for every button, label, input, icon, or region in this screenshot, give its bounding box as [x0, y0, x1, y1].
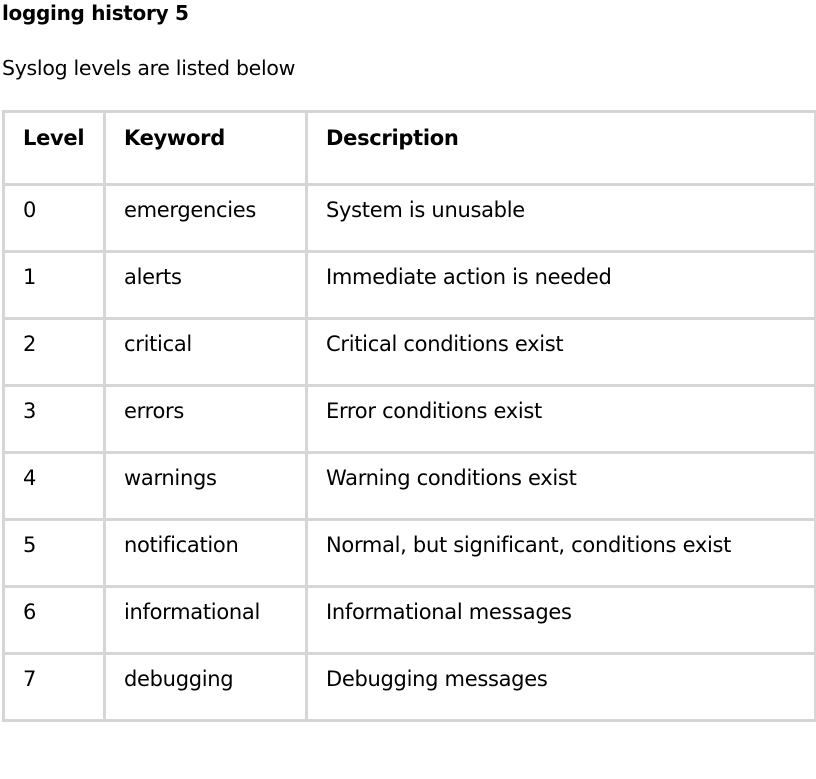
level-cell: 6: [4, 587, 105, 654]
table-row: [4, 252, 816, 319]
keyword-cell: emergencies: [105, 185, 307, 252]
description-cell: Informational messages: [307, 587, 816, 654]
syslog-levels-table: [2, 110, 816, 722]
keyword-cell: notification: [105, 520, 307, 587]
table-row: [4, 453, 816, 520]
keyword-cell: warnings: [105, 453, 307, 520]
description-cell: Immediate action is needed: [307, 252, 816, 319]
table-row: [4, 185, 816, 252]
description-cell: System is unusable: [307, 185, 816, 252]
table-row: [4, 520, 816, 587]
table-row: [4, 587, 816, 654]
page-heading: logging history 5: [2, 1, 189, 25]
level-cell: 2: [4, 319, 105, 386]
keyword-cell: informational: [105, 587, 307, 654]
table-row: [4, 386, 816, 453]
intro-text: Syslog levels are listed below: [2, 56, 296, 80]
keyword-cell: errors: [105, 386, 307, 453]
table-row: [4, 319, 816, 386]
keyword-cell: alerts: [105, 252, 307, 319]
table-row: [4, 654, 816, 721]
description-cell: Debugging messages: [307, 654, 816, 721]
column-header-keyword: Keyword: [105, 112, 307, 185]
level-cell: 7: [4, 654, 105, 721]
level-cell: 0: [4, 185, 105, 252]
level-cell: 4: [4, 453, 105, 520]
description-cell: Warning conditions exist: [307, 453, 816, 520]
description-cell: Critical conditions exist: [307, 319, 816, 386]
level-cell: 1: [4, 252, 105, 319]
column-header-level: Level: [4, 112, 105, 185]
level-cell: 5: [4, 520, 105, 587]
description-cell: Normal, but significant, conditions exist: [307, 520, 816, 587]
description-cell: Error conditions exist: [307, 386, 816, 453]
keyword-cell: critical: [105, 319, 307, 386]
table-header-row: [4, 112, 816, 185]
keyword-cell: debugging: [105, 654, 307, 721]
column-header-description: Description: [307, 112, 816, 185]
level-cell: 3: [4, 386, 105, 453]
